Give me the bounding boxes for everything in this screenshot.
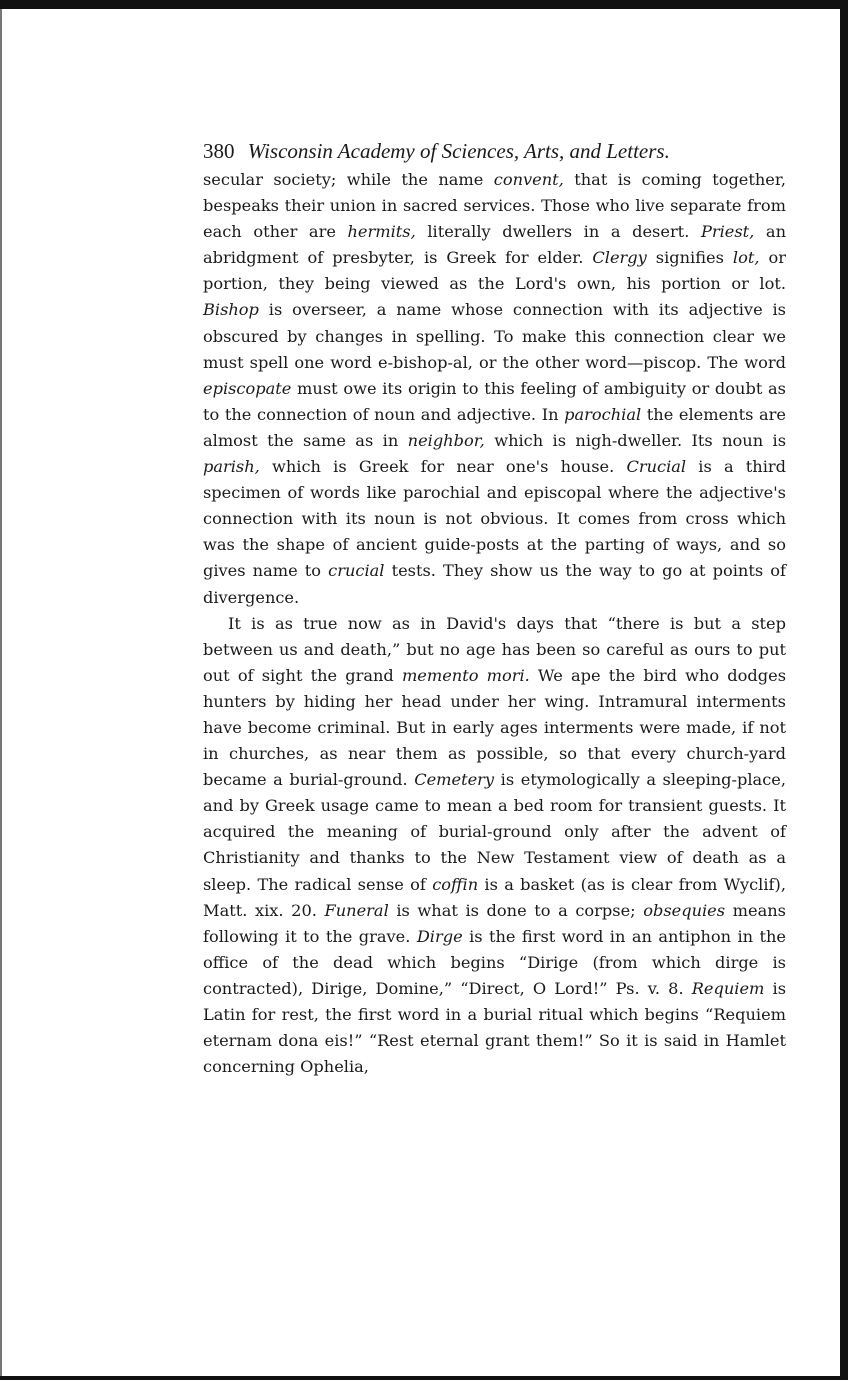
italic-term: Clergy: [592, 248, 647, 268]
italic-term: obsequies: [643, 900, 726, 920]
text-run: It is as true now as in David's days that “there is but a step between us and death,” but no age has been so careful as ours to put out of sight the grand: [203, 613, 786, 685]
text-run: We ape the bird who dodges hunters by hiding her head under her wing. Intramural interments have become criminal. But in early ages interments were made, if not in churches, as near them as possible, so that every church-yard became a burial-ground.: [203, 665, 787, 790]
italic-term: parish,: [203, 457, 260, 477]
text-run: signifies: [646, 248, 733, 268]
text-run: means following it to the grave.: [203, 900, 786, 946]
text-run: literally dwellers in a desert.: [415, 222, 701, 242]
italic-term: Priest,: [700, 222, 755, 242]
text-run: that is coming together, bespeaks their union in sacred services. Those who live separate from each other are: [203, 170, 786, 242]
paragraph: [203, 167, 786, 611]
scan-border-bottom: [0, 1376, 848, 1380]
text-run: which is Greek for near one's house.: [259, 457, 627, 477]
italic-term: Dirge: [416, 926, 463, 946]
italic-term: episcopate: [203, 378, 292, 398]
body-text: [203, 167, 786, 1080]
text-run: is a basket (as is clear from Wyclif), Matt. xix. 20.: [203, 874, 786, 920]
text-run: secular society; while the name: [203, 170, 494, 189]
page-number: 380: [203, 139, 235, 163]
scan-border-left: [0, 9, 2, 1376]
italic-term: hermits,: [347, 222, 416, 242]
italic-term: coffin: [432, 874, 479, 894]
text-run: an abridgment of presbyter, is Greek for elder.: [203, 222, 786, 268]
running-title: Wisconsin Academy of Sciences, Arts, and Letters.: [247, 139, 670, 163]
italic-term: neighbor,: [407, 430, 485, 450]
text-run: must owe its origin to this feeling of ambiguity or doubt as to the connection of noun and adjective. In: [203, 378, 786, 424]
page-content: [203, 137, 786, 1080]
running-header: [203, 137, 786, 165]
scan-border-top: [0, 0, 848, 9]
text-run: is what is done to a corpse;: [388, 900, 644, 920]
italic-term: Cemetery: [414, 770, 495, 790]
text-run: tests. They show us the way to go at points of divergence.: [203, 561, 787, 607]
italic-term: Crucial: [626, 457, 687, 477]
italic-term: crucial: [328, 561, 385, 581]
text-run: the elements are almost the same as in: [203, 404, 787, 450]
text-run: is the first word in an antiphon in the office of the dead which begins “Dirige (from which dirge is contracted), Dirige, Domine,” “Direct, O Lord!” Ps. v. 8.: [203, 926, 786, 998]
text-run: is etymologically a sleeping-place, and by Greek usage came to mean a bed room for transient guests. It acquired the meaning of burial-ground only after the advent of Christianity and thanks to the New Testament view of death as a sleep. The radical sense of: [203, 770, 786, 894]
scan-border-right: [840, 0, 848, 1380]
italic-term: Requiem: [691, 978, 765, 998]
italic-term: Bishop: [203, 300, 259, 320]
text-run: which is nigh-dweller. Its noun is: [484, 430, 787, 450]
italic-term: convent,: [493, 170, 564, 189]
text-run: is Latin for rest, the first word in a burial ritual which begins “Requiem eternam dona eis!” “Rest eternal grant them!” So it is said in Hamlet concerning Ophelia,: [203, 978, 786, 1077]
italic-term: memento mori.: [401, 665, 530, 685]
italic-term: lot,: [732, 248, 760, 268]
text-run: is overseer, a name whose connection with its adjective is obscured by changes in spelling. To make this connection clear we must spell one word e-bishop-al, or the other word—piscop. The word: [203, 300, 786, 372]
italic-term: parochial: [564, 404, 642, 424]
paragraph: [203, 611, 786, 1081]
text-run: or portion, they being viewed as the Lord's own, his portion or lot.: [203, 248, 786, 294]
text-run: is a third specimen of words like parochial and episcopal where the adjective's connection with its noun is not obvious. It comes from cross which was the shape of ancient guide-posts at the parting of ways, and so gives name to: [203, 457, 787, 581]
italic-term: Funeral: [324, 900, 389, 920]
